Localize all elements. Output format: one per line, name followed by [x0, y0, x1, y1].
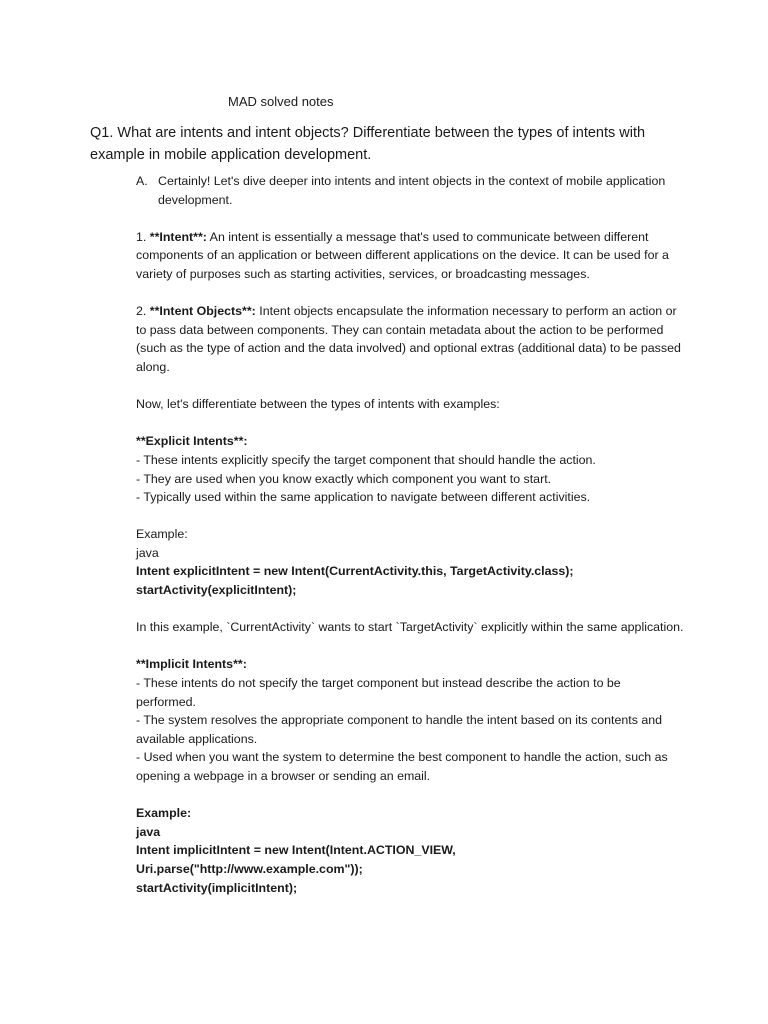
explicit-code-line: Intent explicitIntent = new Intent(CurrentActivity.this, TargetActivity.class);	[136, 564, 574, 579]
explicit-example-label: Example:	[136, 527, 188, 542]
implicit-code-line: startActivity(implicitIntent);	[136, 880, 298, 895]
explicit-point: - Typically used within the same application to navigate between different activities.	[136, 490, 591, 505]
intent-definition: 1. **Intent**: An intent is essentially a message that's used to communicate between different components of an application or between different applications on the device. It can be used for a variety of purposes such as starting activities, services, or broadcasting messages.	[136, 229, 669, 281]
intro-text: Certainly! Let's dive deeper into intents and intent objects in the context of mobile application development.	[158, 174, 666, 207]
question-text: Q1. What are intents and intent objects? Differentiate between the types of intents with example in mobile application development.	[90, 125, 646, 163]
implicit-point: - Used when you want the system to determine the best component to handle the action, such as opening a webpage in a browser or sending an email.	[136, 750, 668, 783]
implicit-heading: **Implicit Intents**:	[136, 657, 247, 672]
answer-body	[136, 172, 684, 897]
explicit-language: java	[136, 545, 159, 560]
intent-objects-term: **Intent Objects**:	[149, 304, 256, 319]
explicit-code-line: startActivity(explicitIntent);	[136, 583, 297, 598]
implicit-code-line: Uri.parse("http://www.example.com"));	[136, 861, 363, 876]
intent-term: **Intent**:	[149, 229, 207, 244]
list-marker: A.	[136, 174, 148, 188]
intent-objects-definition: 2. **Intent Objects**: Intent objects encapsulate the information necessary to perform an action or to pass data between components. They can contain metadata about the action to be performed (such as the type of action and the data involved) and optional extras (additional data) to be passed along.	[136, 304, 681, 374]
implicit-point: - These intents do not specify the target component but instead describe the action to be performed.	[136, 676, 621, 709]
explicit-heading: **Explicit Intents**:	[136, 434, 248, 449]
explicit-explanation: In this example, `CurrentActivity` wants to start `TargetActivity` explicitly within the same application.	[136, 620, 684, 635]
intent-objects-definition-text: Intent objects encapsulate the information necessary to perform an action or to pass data between components. They can contain metadata about the action to be performed (such as the type of action and the data involved) and optional extras (additional data) to be passed along.	[136, 304, 681, 374]
explicit-point: - They are used when you know exactly which component you want to start.	[136, 471, 552, 486]
differentiate-intro: Now, let's differentiate between the types of intents with examples:	[136, 397, 500, 412]
document-title: MAD solved notes	[228, 94, 334, 109]
implicit-code-line: Intent implicitIntent = new Intent(Intent.ACTION_VIEW,	[136, 843, 456, 858]
implicit-example-label: Example:	[136, 806, 192, 821]
explicit-point: - These intents explicitly specify the target component that should handle the action.	[136, 452, 596, 467]
implicit-point: - The system resolves the appropriate component to handle the intent based on its contents and available applications.	[136, 713, 663, 746]
intent-definition-text: An intent is essentially a message that's used to communicate between different components of an application or between different applications on the device. It can be used for a variety of purposes such as starting activities, services, or broadcasting messages.	[136, 229, 669, 281]
answer-intro	[136, 172, 684, 209]
implicit-language: java	[136, 824, 161, 839]
